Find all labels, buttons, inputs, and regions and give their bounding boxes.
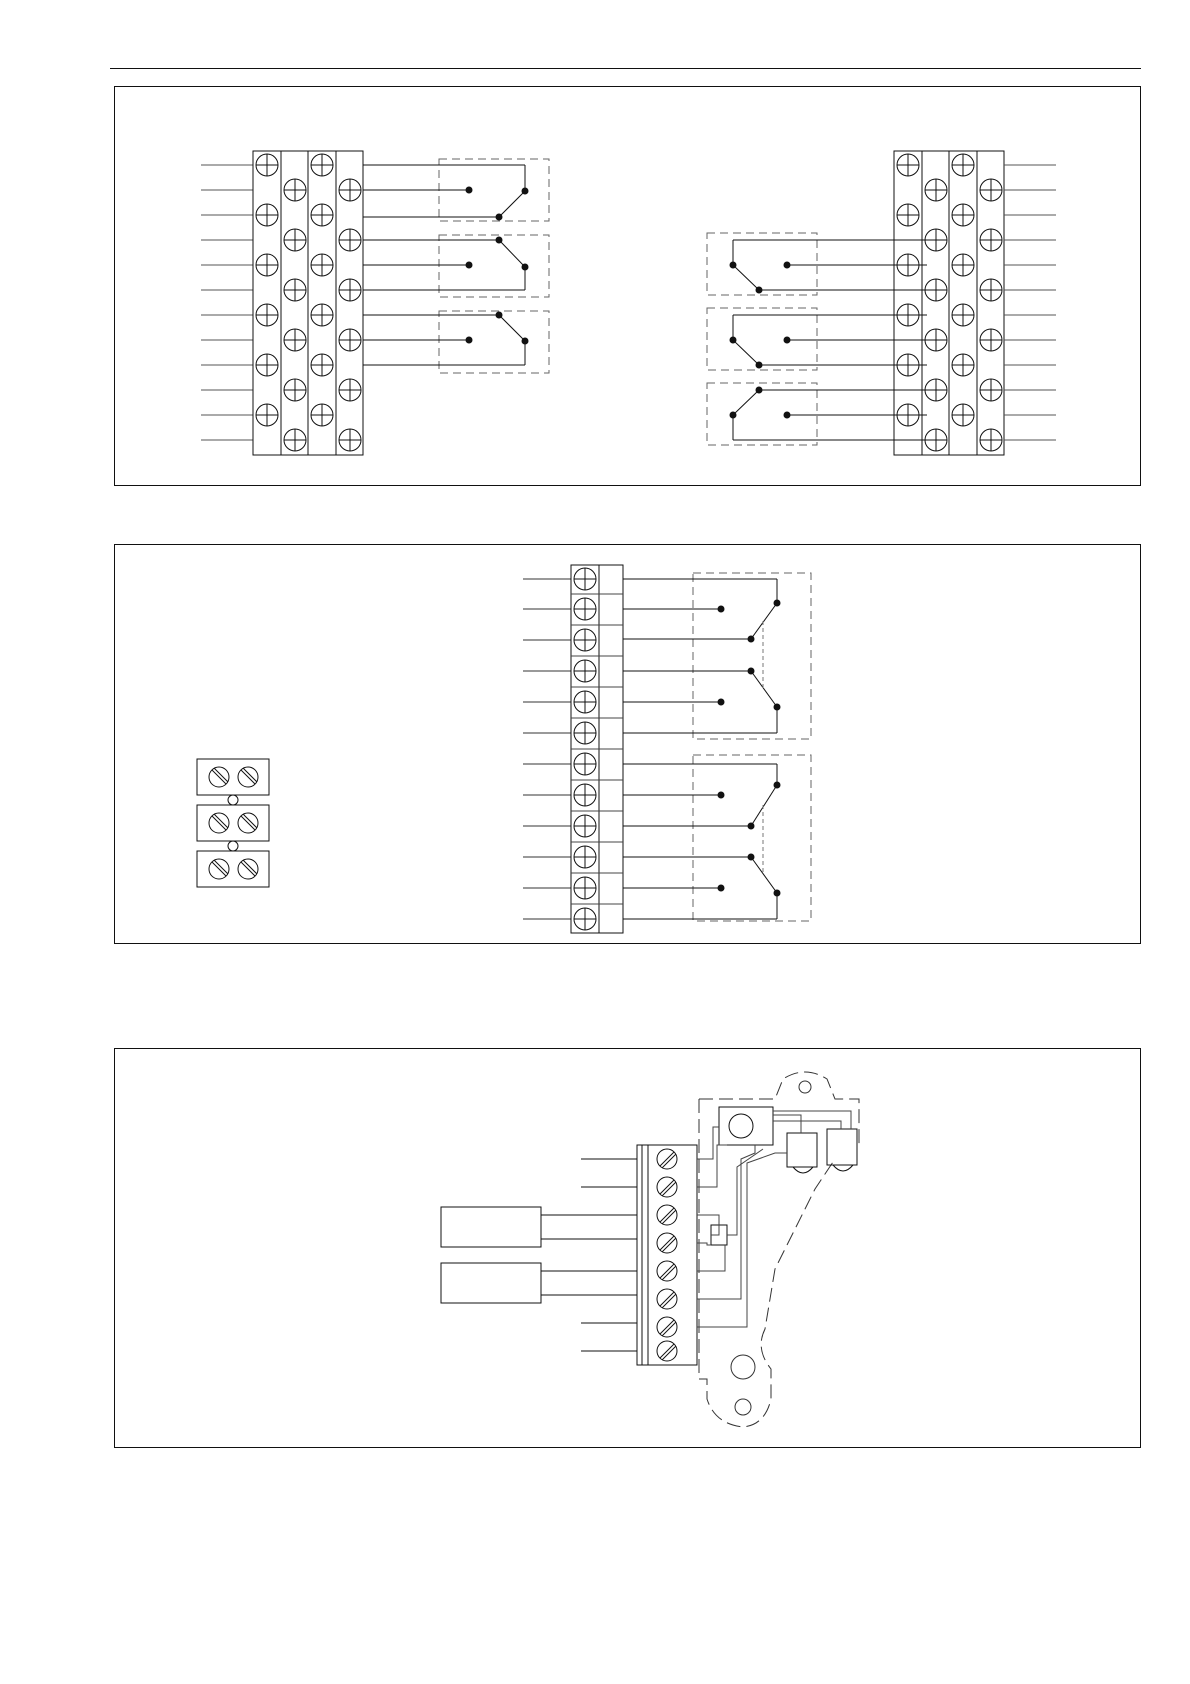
bracket-component-3 bbox=[827, 1129, 857, 1165]
panel-2-incoming-wires bbox=[523, 579, 571, 919]
bracket-main-component bbox=[719, 1107, 773, 1145]
bracket-components bbox=[711, 1107, 857, 1245]
mounting-bracket bbox=[699, 1072, 859, 1427]
panel-2-wiring-diagram bbox=[114, 544, 1141, 944]
sensor-box-2 bbox=[441, 1263, 541, 1303]
three-pair-screw-block bbox=[197, 759, 269, 887]
header-rule bbox=[110, 68, 1141, 69]
panel-3-svg bbox=[115, 1049, 1142, 1449]
panel-2-relay-contacts bbox=[623, 573, 811, 921]
right-terminal-strip bbox=[894, 151, 1004, 455]
panel-1-wiring-diagram bbox=[114, 86, 1141, 486]
panel-2-terminal-strip bbox=[571, 565, 623, 933]
bracket-component-2 bbox=[787, 1133, 817, 1167]
panel-3-wiring-diagram bbox=[114, 1048, 1141, 1448]
panel-3-terminal-block bbox=[637, 1145, 697, 1365]
panel-3-slotted-screws bbox=[657, 1149, 677, 1361]
left-incoming-wires bbox=[201, 165, 253, 440]
block-slotted-screws bbox=[209, 767, 258, 879]
panel-3-incoming-wires bbox=[581, 1159, 637, 1351]
left-relay-contacts bbox=[363, 159, 549, 373]
panel-2-svg bbox=[115, 545, 1142, 945]
sensor-box-1 bbox=[441, 1207, 541, 1247]
left-terminal-strip bbox=[253, 151, 363, 455]
sensor-boxes bbox=[441, 1207, 637, 1303]
panel-1-svg bbox=[115, 87, 1142, 487]
right-outgoing-wires bbox=[1004, 165, 1056, 440]
panel-3-internal-wiring bbox=[697, 1111, 851, 1327]
